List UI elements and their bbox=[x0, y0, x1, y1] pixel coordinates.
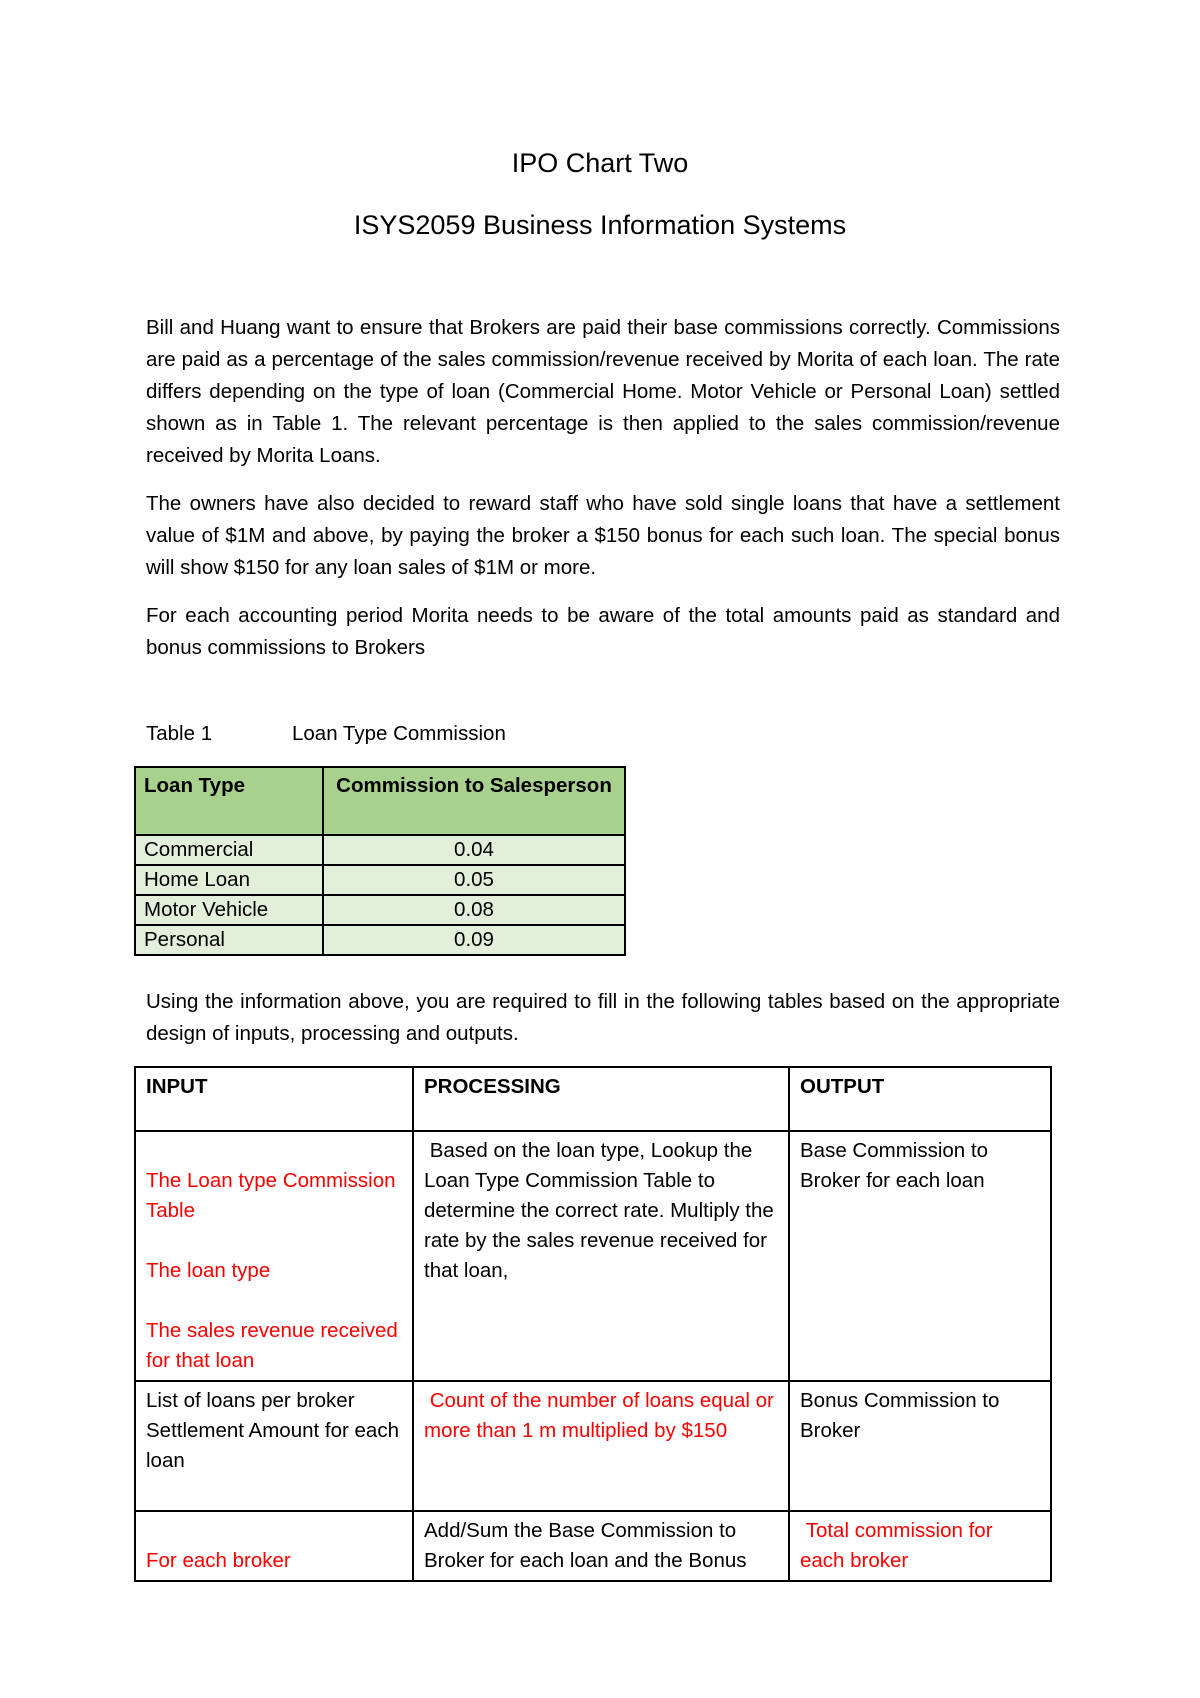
table1-caption-label: Table 1 bbox=[146, 722, 213, 745]
ipo-output-cell: Bonus Commission to Broker bbox=[789, 1381, 1051, 1511]
input-item: The sales revenue received for that loan bbox=[146, 1319, 398, 1372]
bonus-paragraph: The owners have also decided to reward staff who have sold single loans that have a settlement value of $1M and above, by paying the broker a $150 bonus for each such loan. The special bonus will show $150 for any loan sales of $1M or more. bbox=[146, 492, 1060, 579]
commission-rate-cell: 0.09 bbox=[323, 925, 625, 955]
table-header-loan-type: Loan Type bbox=[135, 767, 323, 835]
spacer bbox=[146, 1476, 402, 1506]
commission-rate-cell: 0.04 bbox=[323, 835, 625, 865]
spacer bbox=[146, 1136, 402, 1166]
commission-rate-cell: 0.05 bbox=[323, 865, 625, 895]
accounting-paragraph: For each accounting period Morita needs to be aware of the total amounts paid as standard and bonus commissions to Brokers bbox=[146, 604, 1060, 659]
ipo-header-output: OUTPUT bbox=[789, 1067, 1051, 1131]
intro-paragraph: Bill and Huang want to ensure that Brokers are paid their base commissions correctly. Commissions are paid as a percentage of the sales commission/revenue received by Morita of each loan. The rate differs depending on the type of loan (Commercial Home. Motor Vehicle or Personal Loan) settled shown as in Table 1. The relevant percentage is then applied to the sales commission/revenue received by Morita Loans. bbox=[146, 316, 1060, 467]
instructions-paragraph: Using the information above, you are required to fill in the following tables based on the appropriate design of inputs, processing and outputs. bbox=[146, 990, 1060, 1045]
table-header-commission: Commission to Salesperson bbox=[323, 767, 625, 835]
input-item: For each broker bbox=[146, 1549, 291, 1572]
ipo-output-cell: Total commission for each broker bbox=[789, 1511, 1051, 1581]
loan-type-cell: Personal bbox=[135, 925, 323, 955]
table-row bbox=[135, 835, 625, 865]
table-row bbox=[135, 895, 625, 925]
loan-type-cell: Motor Vehicle bbox=[135, 895, 323, 925]
loan-type-cell: Commercial bbox=[135, 835, 323, 865]
page-subtitle: ISYS2059 Business Information Systems bbox=[353, 210, 847, 240]
ipo-header-input: INPUT bbox=[135, 1067, 413, 1131]
table-row bbox=[135, 865, 625, 895]
ipo-header-processing: PROCESSING bbox=[413, 1067, 789, 1131]
spacer bbox=[146, 1516, 402, 1546]
ipo-header-row bbox=[135, 1067, 1051, 1131]
input-item: List of loans per broker bbox=[146, 1389, 355, 1412]
input-item: The Loan type Commission Table bbox=[146, 1169, 396, 1222]
table1-caption-name: Loan Type Commission bbox=[292, 722, 506, 745]
page-title: IPO Chart Two bbox=[511, 148, 689, 178]
input-item: The loan type bbox=[146, 1259, 271, 1282]
table1-caption bbox=[146, 718, 506, 750]
ipo-row-bonus-commission bbox=[135, 1381, 1051, 1511]
ipo-input-cell bbox=[135, 1511, 413, 1581]
ipo-row-base-commission bbox=[135, 1131, 1051, 1381]
loan-type-cell: Home Loan bbox=[135, 865, 323, 895]
ipo-processing-cell: Add/Sum the Base Commission to Broker for each loan and the Bonus bbox=[413, 1511, 789, 1581]
spacer bbox=[146, 1286, 402, 1316]
loan-type-commission-table bbox=[134, 766, 626, 956]
table-row bbox=[135, 925, 625, 955]
ipo-processing-cell: Count of the number of loans equal or more than 1 m multiplied by $150 bbox=[413, 1381, 789, 1511]
ipo-processing-cell: Based on the loan type, Lookup the Loan Type Commission Table to determine the correct rate. Multiply the rate by the sales revenue received for that loan, bbox=[413, 1131, 789, 1381]
ipo-input-cell bbox=[135, 1131, 413, 1381]
spacer bbox=[146, 1226, 402, 1256]
table-header-row bbox=[135, 767, 625, 835]
ipo-row-total-commission bbox=[135, 1511, 1051, 1581]
input-item: Settlement Amount for each loan bbox=[146, 1419, 399, 1472]
ipo-input-cell bbox=[135, 1381, 413, 1511]
ipo-output-cell: Base Commission to Broker for each loan bbox=[789, 1131, 1051, 1381]
commission-rate-cell: 0.08 bbox=[323, 895, 625, 925]
ipo-chart-table bbox=[134, 1066, 1052, 1582]
